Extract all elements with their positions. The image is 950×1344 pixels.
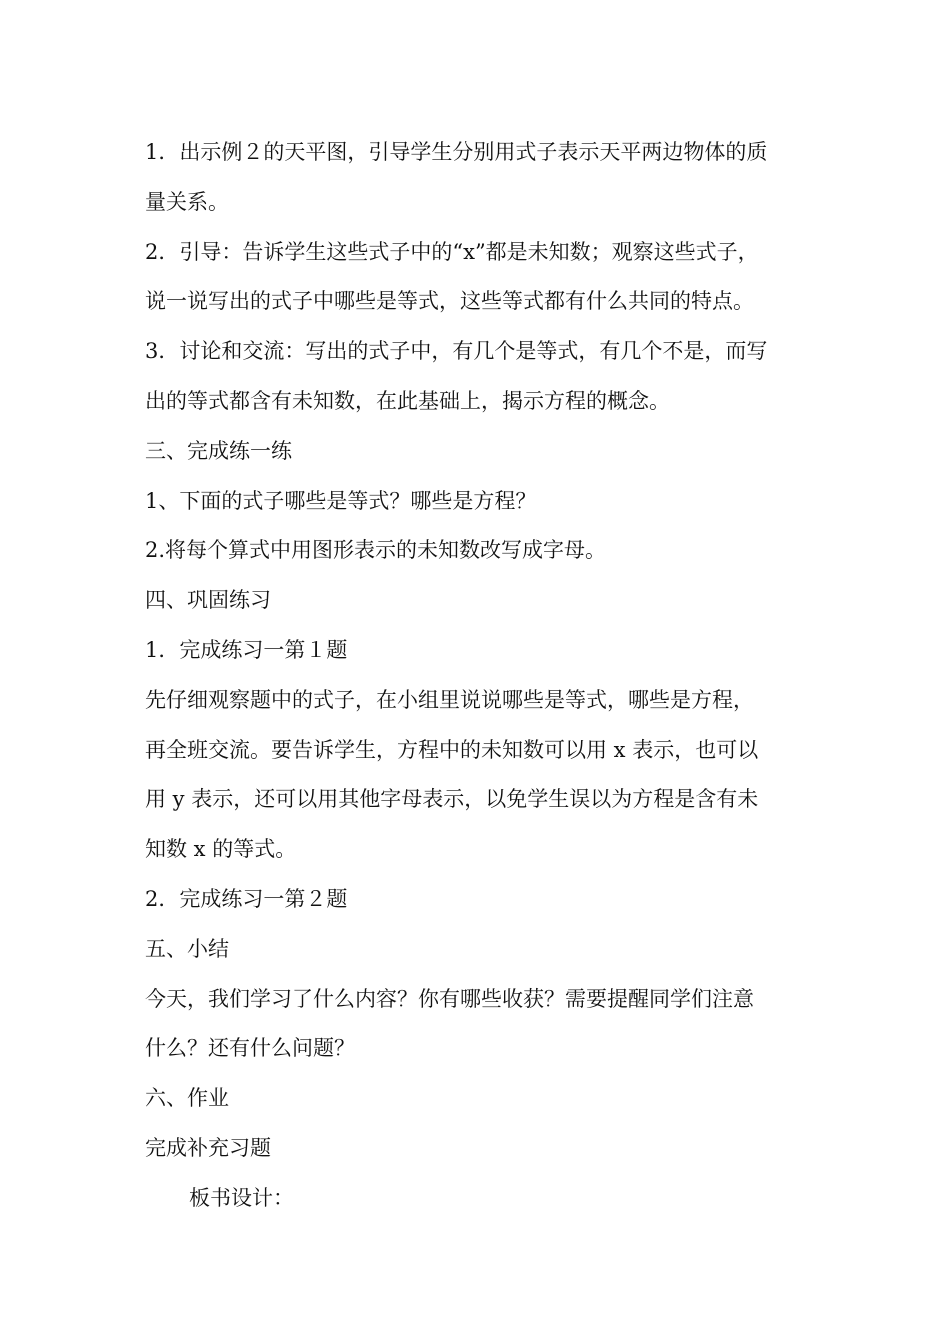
section-heading: 五、小结 — [145, 936, 229, 961]
text-line: 1、下面的式子哪些是等式？哪些是方程？ — [145, 488, 537, 513]
section-heading: 六、作业 — [145, 1086, 229, 1111]
text-line: 知数 x 的等式。 — [145, 837, 297, 862]
section-heading: 三、完成练一练 — [145, 438, 292, 463]
text-line: 完成补充习题 — [145, 1135, 271, 1160]
text-line: 1．完成练习一第１题 — [145, 637, 348, 662]
section-heading: 四、巩固练习 — [145, 588, 271, 613]
text-line: 1．出示例２的天平图，引导学生分别用式子表示天平两边物体的质 — [145, 140, 768, 164]
document-body — [145, 128, 815, 1224]
board-design-label: 板书设计： — [189, 1185, 294, 1210]
text-line: 再全班交流。要告诉学生，方程中的未知数可以用 x 表示，也可以 — [145, 737, 759, 762]
text-line: 出的等式都含有未知数，在此基础上，揭示方程的概念。 — [145, 388, 670, 413]
text-line: 量关系。 — [145, 189, 229, 214]
text-line: 用 y 表示，还可以用其他字母表示，以免学生误以为方程是含有未 — [145, 787, 759, 812]
text-line: 2．完成练习一第２题 — [145, 886, 348, 911]
text-line: 说一说写出的式子中哪些是等式，这些等式都有什么共同的特点。 — [145, 289, 754, 314]
text-line: 什么？还有什么问题？ — [145, 1036, 355, 1061]
text-line: 3．讨论和交流：写出的式子中，有几个是等式，有几个不是，而写 — [145, 339, 768, 364]
text-line: 2．引导：告诉学生这些式子中的“x”都是未知数；观察这些式子， — [145, 239, 759, 264]
text-line: 今天，我们学习了什么内容？你有哪些收获？需要提醒同学们注意 — [145, 986, 754, 1011]
text-line: 先仔细观察题中的式子，在小组里说说哪些是等式，哪些是方程， — [145, 687, 754, 712]
text-line: 2.将每个算式中用图形表示的未知数改写成字母。 — [145, 538, 607, 563]
